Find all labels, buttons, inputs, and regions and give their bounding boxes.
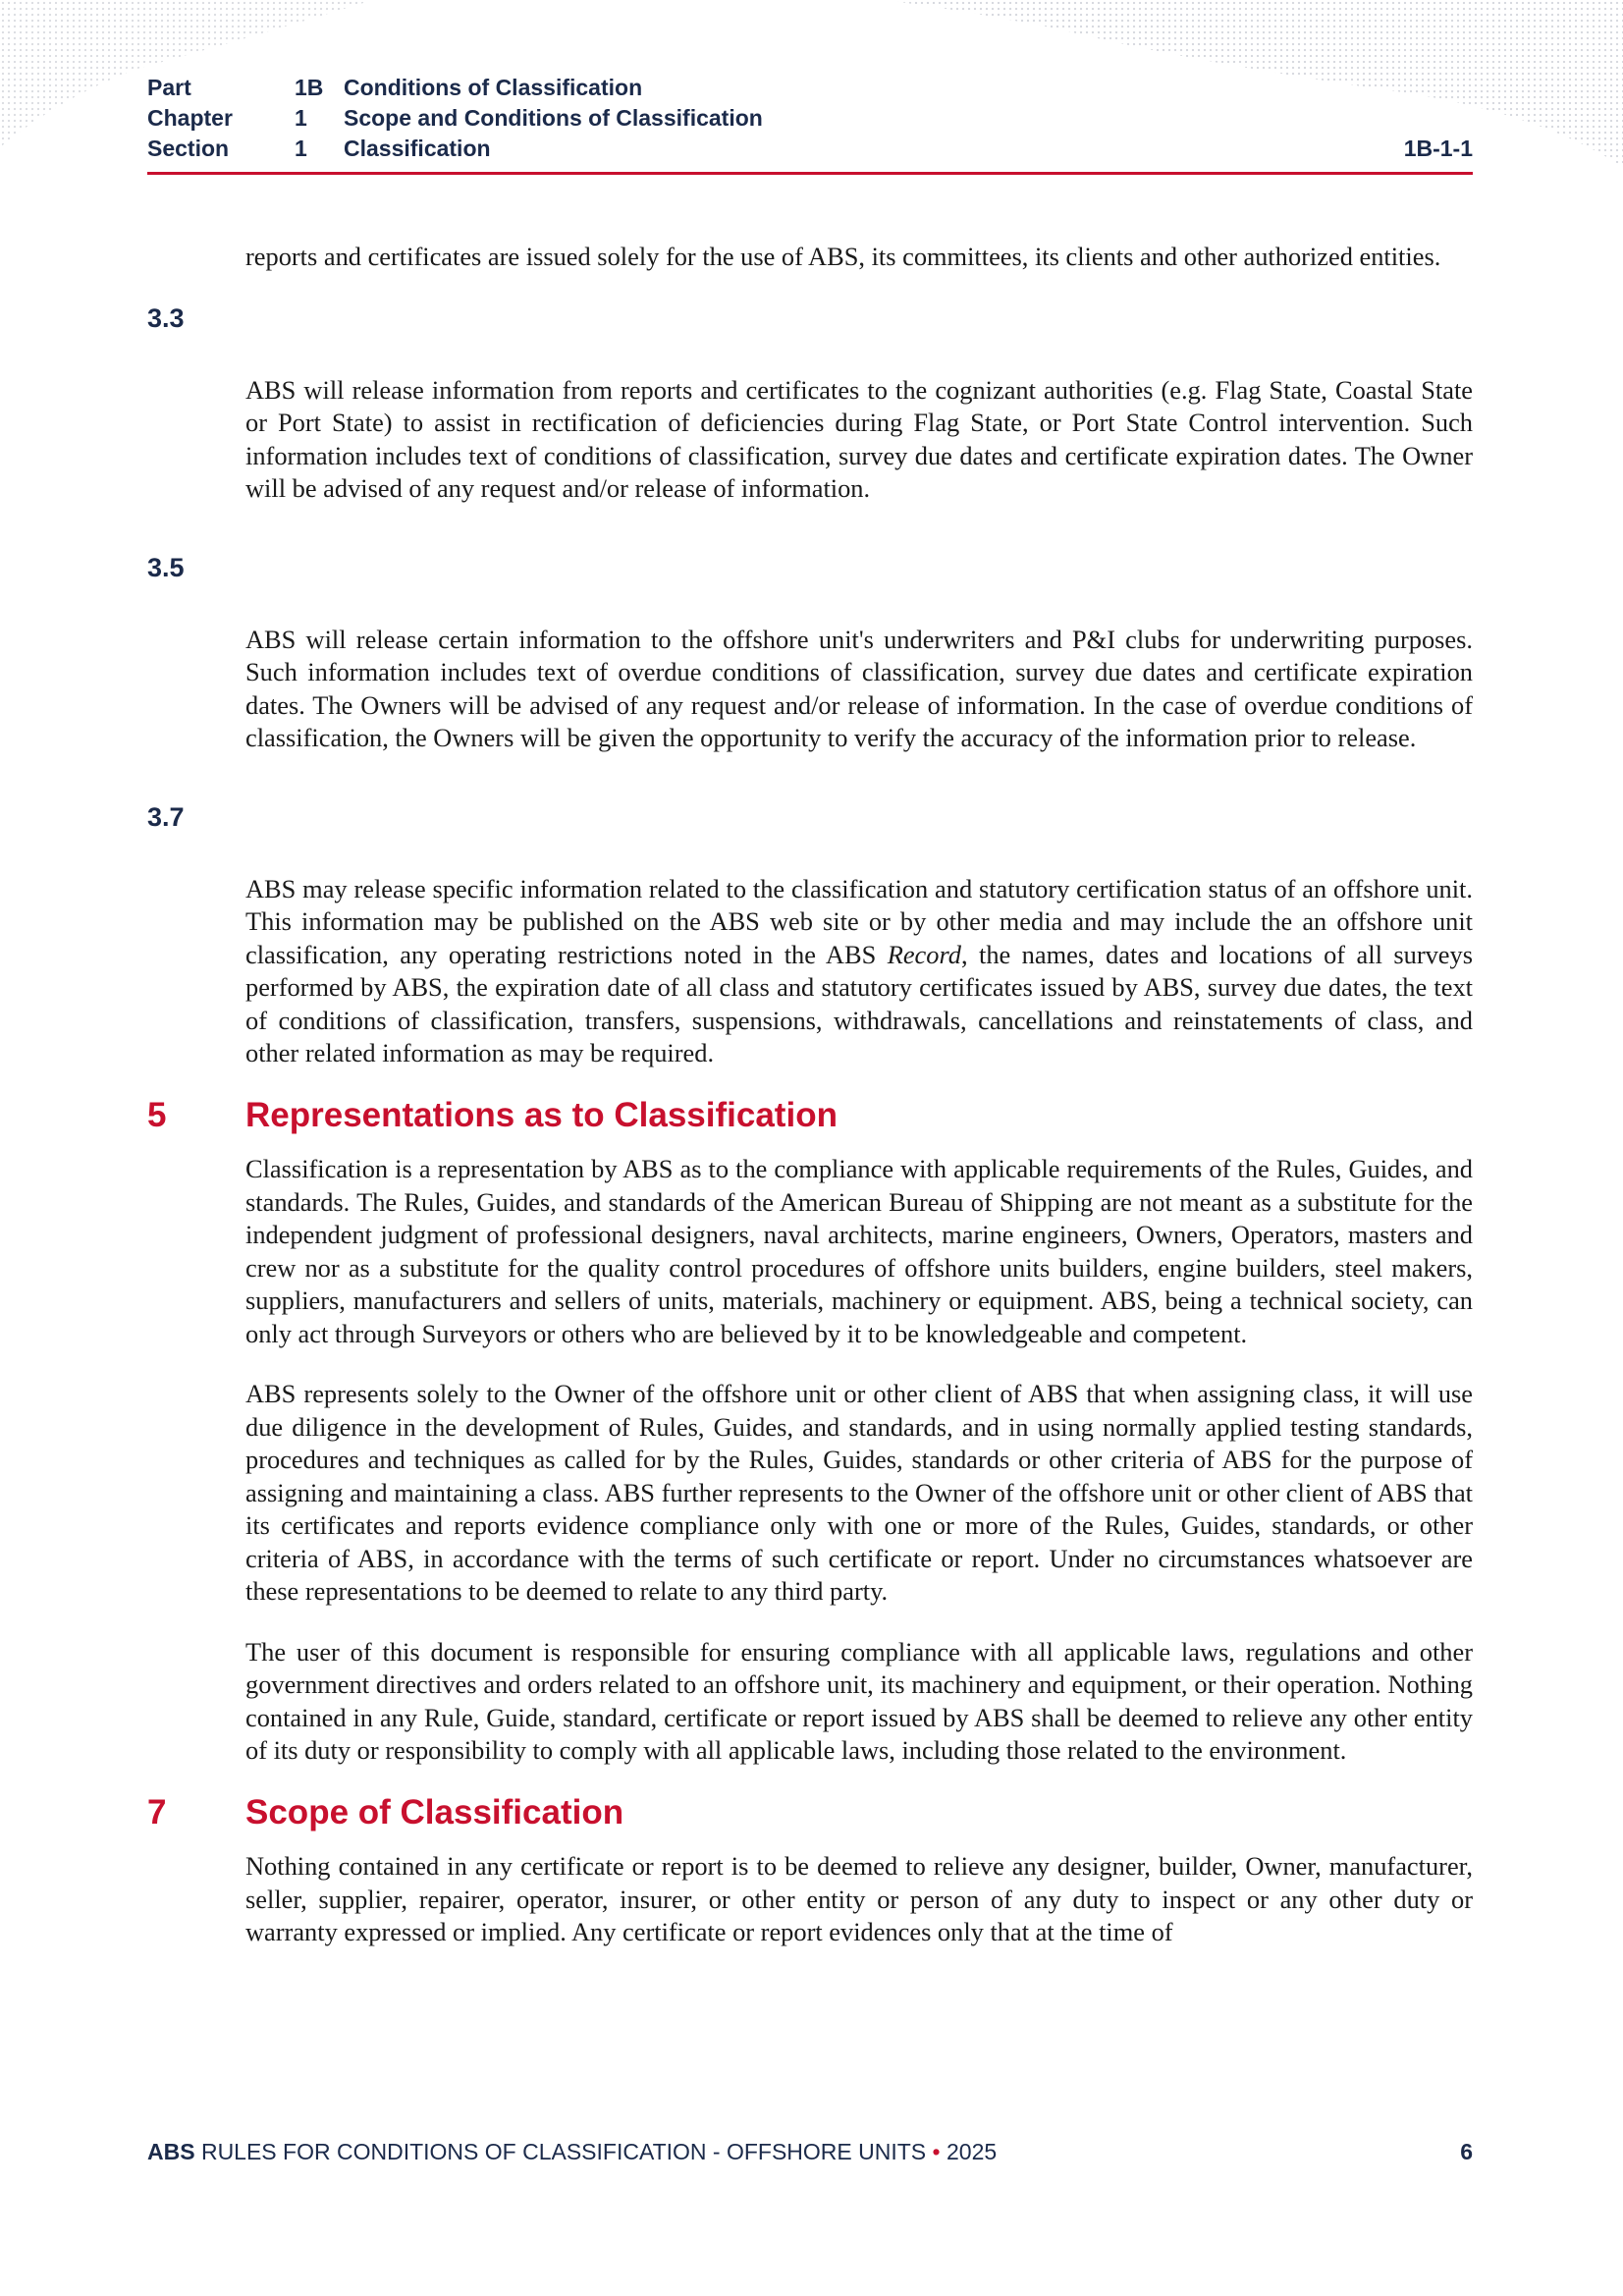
section-5-paragraph-3: The user of this document is responsible for ensuring compliance with all applicable laws, regulations and other government directives and orders related to an offshore unit, its machinery and equipment, or their operation. Nothing contained in any Rule, Guide, standard, certificate or report issued by ABS shall be deemed to relieve any other entity of its duty or responsibility to comply with all applicable laws, including those related to the environment. xyxy=(245,1636,1473,1766)
header-row-part xyxy=(147,73,1473,103)
subsection-3-3-heading xyxy=(147,300,1473,374)
page-footer xyxy=(147,2139,1473,2172)
footer-bullet: • xyxy=(932,2139,941,2164)
subsection-number: 3.7 xyxy=(147,801,185,832)
header-title: Classification xyxy=(344,136,491,161)
subsection-3-3-text: ABS will release information from reports and certificates to the cognizant authorities (e.g. Flag State, Coastal State or Port State) to assist in rectification of deficiencies during Flag State, or Port State Control intervention. Such information includes text of conditions of classification, survey due dates and certificate expiration dates. The Owner will be advised of any request and/or release of information. xyxy=(245,374,1473,504)
section-5-heading xyxy=(147,1096,1473,1153)
section-code: 1B-1-1 xyxy=(1403,136,1473,161)
header-row-section xyxy=(147,134,1473,164)
page-content xyxy=(147,241,1473,1975)
header-number: 1 xyxy=(295,136,307,161)
header-label: Chapter xyxy=(147,105,233,131)
footer-title xyxy=(147,2139,997,2165)
text-run: ABS may release specific information related to the classification and statutory certification status of an offshore unit. This information may be published on the ABS web site or by other media and may include the an offshore unit classification, any operating restrictions noted in the ABS xyxy=(245,873,1473,969)
subsection-number: 3.3 xyxy=(147,302,185,333)
section-7-paragraph-1: Nothing contained in any certificate or report is to be deemed to relieve any designer, builder, Owner, manufacturer, seller, supplier, repairer, operator, insurer, or other entity or person of any duty to inspect or any other duty or warranty expressed or implied. Any certificate or report evidences only that at the time of xyxy=(245,1851,1473,1947)
header-title: Scope and Conditions of Classification xyxy=(344,105,763,131)
subsection-3-7-text xyxy=(245,873,1473,1070)
subsection-3-5-heading xyxy=(147,549,1473,624)
subsection-3-5-text: ABS will release certain information to the offshore unit's underwriters and P&I clubs for underwriting purposes. Such information includes text of overdue conditions of classification, survey due dates and certificate expiration dates. The Owners will be advised of any request and/or release of information. In the case of overdue conditions of classification, the Owners will be given the opportunity to verify the accuracy of the information prior to release. xyxy=(245,624,1473,753)
section-number: 5 xyxy=(147,1096,167,1135)
italic-record: Record xyxy=(887,939,961,969)
section-title: Scope of Classification xyxy=(245,1793,624,1832)
section-title: Representations as to Classification xyxy=(245,1096,838,1135)
header-label: Part xyxy=(147,75,191,100)
section-7-heading xyxy=(147,1793,1473,1850)
section-5-paragraph-1: Classification is a representation by ABS as to the compliance with applicable requirements of the Rules, Guides, and standards. The Rules, Guides, and standards of the American Bureau of Shipping are not meant as a substitute for the independent judgment of professional designers, naval architects, marine engineers, Owners, Operators, masters and crew nor as a substitute for the quality control procedures of offshore units builders, engine builders, steel makers, suppliers, manufacturers and sellers of units, materials, machinery or equipment. ABS, being a technical society, can only act through Surveyors or others who are believed by it to be knowledgeable and competent. xyxy=(245,1154,1473,1348)
section-5-paragraph-2: ABS represents solely to the Owner of the offshore unit or other client of ABS that when assigning class, it will use due diligence in the development of Rules, Guides, and standards, and in using normally applied testing standards, procedures and techniques as called for by the Rules, Guides, standards or other criteria of ABS for the purpose of assigning and maintaining a class. ABS further represents to the Owner of the offshore unit or other client of ABS that its certificates and reports evidence compliance only with one or more of the Rules, Guides, standards, or other criteria of ABS, in accordance with the terms of such certificate or report. Under no circumstances whatsoever are these representations to be deemed to relate to any third party. xyxy=(245,1379,1473,1607)
text-run: , the names, dates and locations of all surveys performed by ABS, the expiration date of all class and statutory certificates issued by ABS, survey due dates, the text of conditions of classification, transfers, suspensions, withdrawals, cancellations and reinstatements of class, and other related information as may be required. xyxy=(245,939,1473,1068)
header-number: 1 xyxy=(295,105,307,131)
footer-brand: ABS xyxy=(147,2139,195,2164)
running-header xyxy=(147,73,1473,164)
subsection-3-7-heading xyxy=(147,798,1473,873)
footer-year: 2025 xyxy=(940,2139,998,2164)
header-title: Conditions of Classification xyxy=(344,75,643,100)
header-divider xyxy=(147,172,1473,175)
section-number: 7 xyxy=(147,1793,167,1832)
header-label: Section xyxy=(147,136,230,161)
footer-doc-title: RULES FOR CONDITIONS OF CLASSIFICATION - OFFSHORE UNITS xyxy=(194,2139,933,2164)
header-number: 1B xyxy=(295,75,324,100)
subsection-number: 3.5 xyxy=(147,552,185,582)
header-row-chapter xyxy=(147,103,1473,134)
intro-paragraph: reports and certificates are issued solely for the use of ABS, its committees, its clients and other authorized entities. xyxy=(245,242,1441,271)
page-number: 6 xyxy=(1460,2139,1473,2164)
